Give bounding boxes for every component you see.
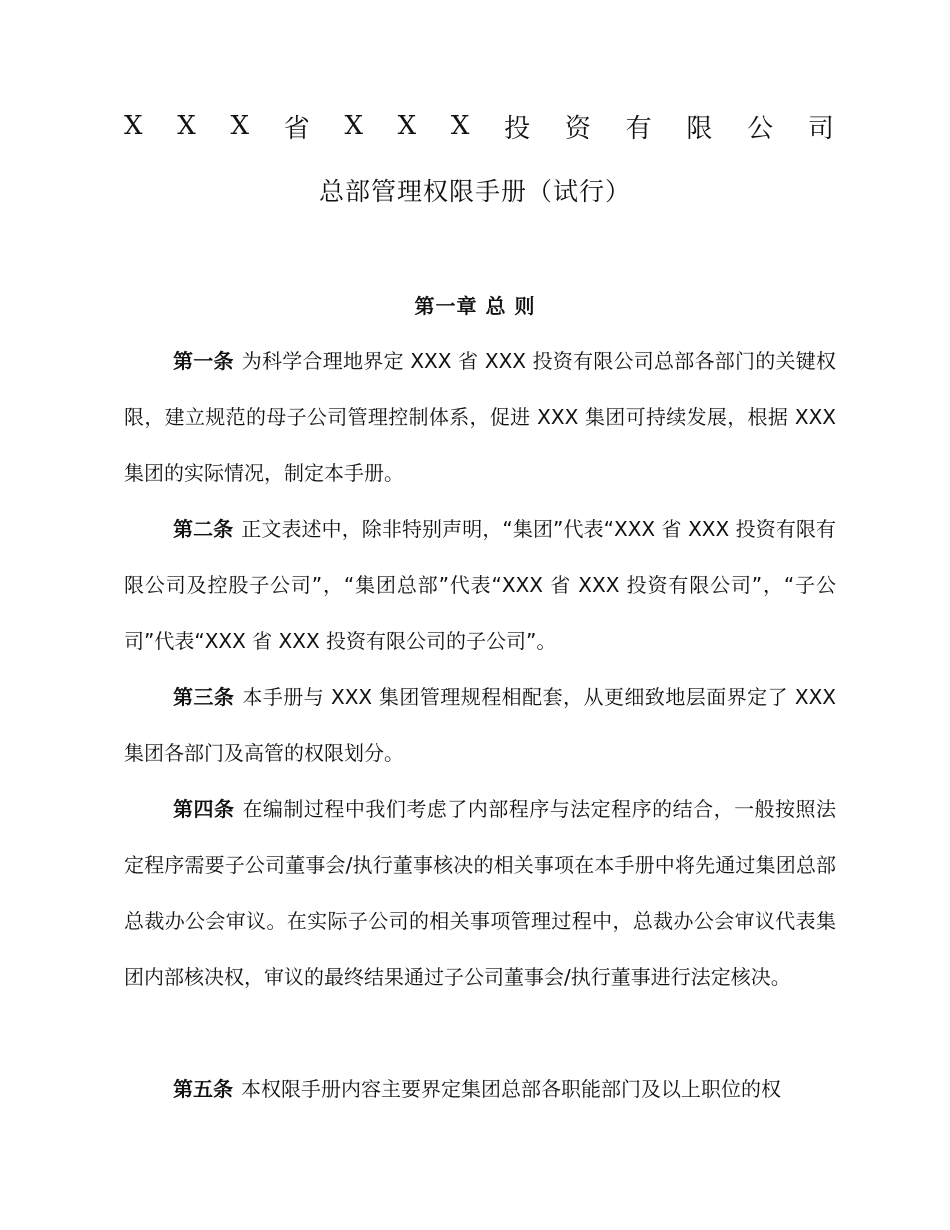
article-text: 为科学合理地界定 XXX 省 XXX 投资有限公司总部各部门的关键权限，建立规范的母子公司管理控制体系，促进 XXX 集团可持续发展，根据 XXX 集团的实际情况，制定本手册。 xyxy=(124,349,837,485)
article-label: 第二条 xyxy=(173,517,234,541)
article-label: 第四条 xyxy=(173,797,235,821)
article-label: 第五条 xyxy=(173,1077,233,1101)
chapter-heading: 第一章 总 则 xyxy=(414,294,536,318)
article-paragraph xyxy=(124,781,836,1005)
title-char: X xyxy=(397,111,417,141)
title-char: 有 xyxy=(625,113,652,144)
article-text: 本权限手册内容主要界定集团总部各职能部门及以上职位的权 xyxy=(241,1077,781,1101)
title-char: X xyxy=(450,111,470,141)
article-label: 第一条 xyxy=(173,349,234,373)
article-text: 在编制过程中我们考虑了内部程序与法定程序的结合，一般按照法定程序需要子公司董事会/执行董事核决的相关事项在本手册中将先通过集团总部总裁办公会审议。在实际子公司的相关事项管理过程中，总裁办公会审议代表集团内部核决权，审议的最终结果通过子公司董事会/执行董事进行法定核决。 xyxy=(124,797,837,989)
article-paragraph xyxy=(124,501,836,669)
document-title-line2: 总部管理权限手册（试行） xyxy=(318,177,631,206)
title-char: 投 xyxy=(504,113,531,144)
title-char: X xyxy=(177,111,196,141)
article-paragraph xyxy=(124,669,836,781)
article-text: 本手册与 XXX 集团管理规程相配套，从更细致地层面界定了 XXX 集团各部门及高管的权限划分。 xyxy=(124,685,837,765)
title-char: X xyxy=(230,111,249,141)
title-char: 资 xyxy=(564,113,591,144)
title-char: 公 xyxy=(747,113,774,144)
title-char: X xyxy=(344,111,363,141)
title-char: X xyxy=(124,111,143,141)
title-char: 省 xyxy=(283,113,310,144)
document-title-line1 xyxy=(124,106,834,146)
article-label: 第三条 xyxy=(173,685,235,709)
article-text: 正文表述中，除非特别声明，“集团”代表“XXX 省 XXX 投资有限有限公司及控股子公司”，“集团总部”代表“XXX 省 XXX 投资有限公司”，“子公司”代表“XXX 省 XXX 投资有限公司的子公司”。 xyxy=(124,517,836,653)
article-paragraph xyxy=(124,333,836,501)
article-paragraph xyxy=(124,1061,836,1117)
title-char: 司 xyxy=(807,113,834,144)
title-char: 限 xyxy=(686,113,713,144)
